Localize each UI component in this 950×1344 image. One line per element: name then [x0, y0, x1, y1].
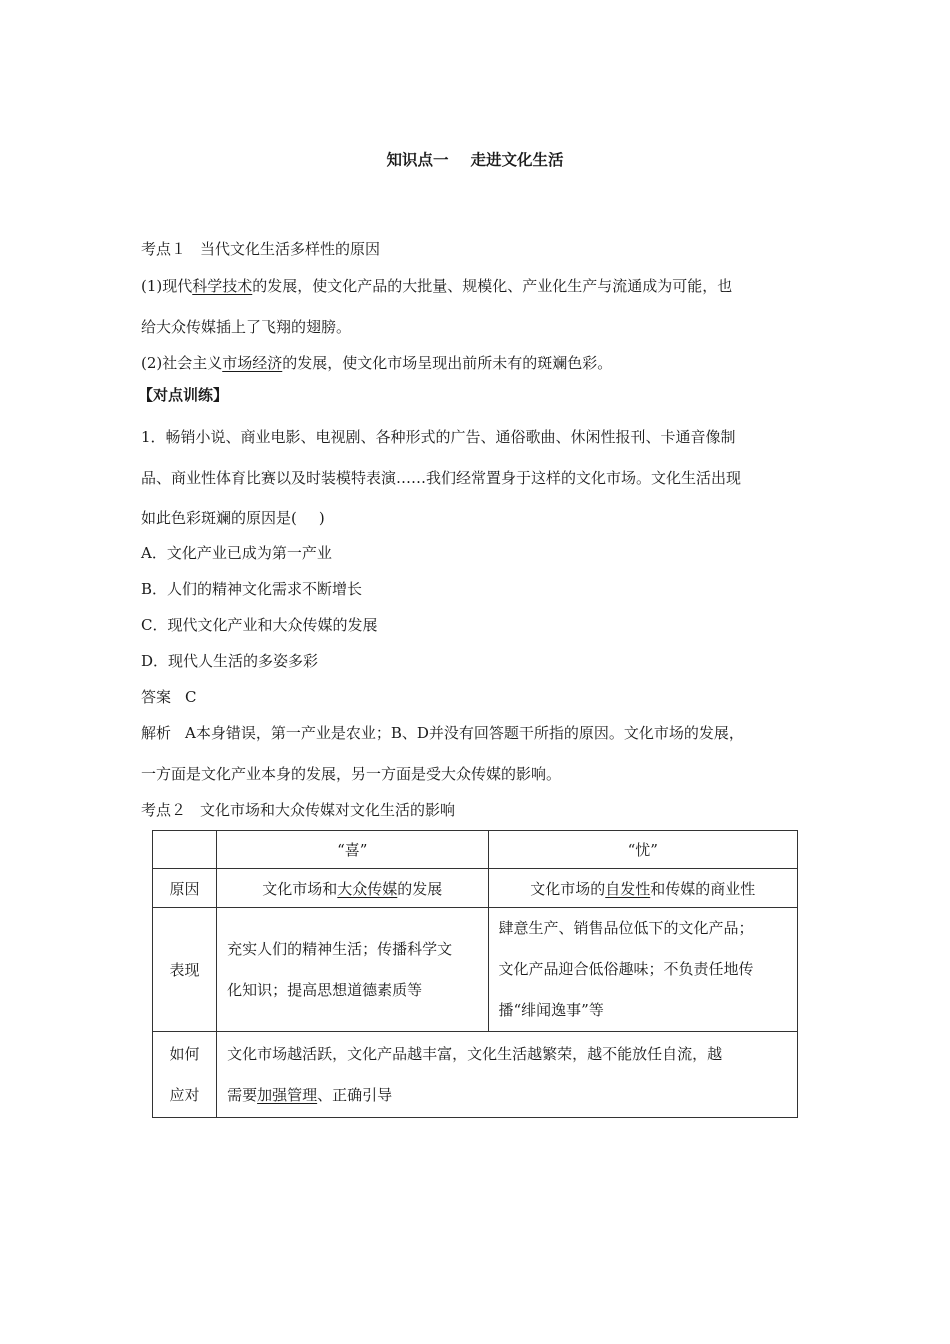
reason-you-text-a: 文化市场的: [530, 879, 606, 898]
header-you: “忧”: [488, 831, 798, 869]
manifest-you-line-3: 播“绯闻逸事”等: [498, 1001, 604, 1019]
response-text-a: 需要: [227, 1085, 258, 1104]
option-c: C．现代文化产业和大众传媒的发展: [141, 616, 378, 634]
response-line-2: [227, 1075, 789, 1116]
kaodian1-text: 当代文化生活多样性的原因: [200, 240, 381, 258]
option-a: A．文化产业已成为第一产业: [141, 544, 332, 562]
reason-you: [488, 869, 798, 908]
table-row-response: [153, 1032, 798, 1118]
response-line-1: 文化市场越活跃，文化产品越丰富，文化生活越繁荣，越不能放任自流，越: [227, 1044, 723, 1063]
p2-text-b: 的发展，使文化市场呈现出前所未有的斑斓色彩。: [282, 354, 613, 372]
reason-xi: [217, 869, 488, 908]
title-part2: 走进文化生活: [470, 151, 564, 169]
reason-you-text-b: 和传媒的商业性: [650, 879, 756, 898]
header-xi: “喜”: [217, 831, 488, 869]
question-line-1: 1．畅销小说、商业电影、电视剧、各种形式的广告、通俗歌曲、休闲性报刊、卡通音像制: [141, 428, 736, 446]
title-part1: 知识点一: [386, 151, 449, 169]
answer-value: C: [185, 688, 197, 706]
kaodian1-heading: [141, 238, 380, 259]
p1-text-a: (1)现代: [141, 277, 193, 295]
paragraph-2: [141, 352, 612, 373]
table-corner-cell: [153, 831, 217, 869]
reason-xi-text-a: 文化市场和: [262, 879, 338, 898]
option-d: D．现代人生活的多姿多彩: [141, 652, 319, 670]
manifest-you: [488, 908, 798, 1032]
table-header-row: [153, 831, 798, 869]
response-text-b: 、正确引导: [317, 1085, 393, 1104]
analysis-text: A本身错误，第一产业是农业；B、D并没有回答题干所指的原因。文化市场的发展，: [185, 724, 744, 742]
response-label-line-1: 如何: [169, 1044, 200, 1063]
option-b: B．人们的精神文化需求不断增长: [141, 580, 363, 598]
analysis-line-2: 一方面是文化产业本身的发展，另一方面是受大众传媒的影响。: [141, 765, 562, 783]
p1-keyword: 科学技术: [192, 277, 253, 295]
table-row-reason: [153, 869, 798, 908]
kaodian2-heading: [141, 799, 455, 820]
p2-text-a: (2)社会主义: [141, 354, 223, 372]
question-line-3: [141, 507, 325, 528]
p2-keyword: 市场经济: [222, 354, 283, 372]
question-line-2: 品、商业性体育比赛以及时装模特表演……我们经常置身于这样的文化市场。文化生活出现: [141, 469, 742, 487]
manifest-xi-line-2: 化知识；提高思想道德素质等: [227, 980, 423, 999]
comparison-table: [152, 830, 798, 1118]
manifest-xi: [217, 908, 488, 1032]
page-title: [0, 148, 950, 170]
row-label-manifest: 表现: [153, 908, 217, 1032]
manifest-xi-line-1: 充实人们的精神生活；传播科学文: [227, 939, 453, 958]
response-content: [217, 1032, 798, 1118]
kaodian2-label: 考点２: [141, 801, 187, 819]
paragraph-1-line-2: 给大众传媒插上了飞翔的翅膀。: [141, 318, 352, 336]
answer-label: 答案: [141, 688, 172, 706]
reason-you-keyword: 自发性: [605, 879, 651, 898]
response-label-line-2: 应对: [169, 1085, 200, 1104]
table-row-manifest: [153, 908, 798, 1032]
analysis-line-1: [141, 722, 744, 743]
question-paren-close: ): [318, 509, 325, 527]
paragraph-1-line-1: [141, 275, 732, 296]
reason-xi-text-b: 的发展: [397, 879, 443, 898]
manifest-you-line-2: 文化产品迎合低俗趣味；不负责任地传: [498, 960, 754, 978]
p1-text-b: 的发展，使文化产品的大批量、规模化、产业化生产与流通成为可能，也: [252, 277, 733, 295]
manifest-you-line-1: 肆意生产、销售品位低下的文化产品；: [498, 919, 754, 937]
kaodian1-label: 考点１: [141, 240, 187, 258]
analysis-label: 解析: [141, 724, 172, 742]
response-keyword: 加强管理: [257, 1085, 318, 1104]
training-heading: 【对点训练】: [138, 386, 229, 404]
row-label-reason: 原因: [153, 869, 217, 908]
reason-xi-keyword: 大众传媒: [337, 879, 398, 898]
answer: [141, 686, 197, 707]
question-text: 如此色彩斑斓的原因是(: [141, 509, 297, 527]
kaodian2-text: 文化市场和大众传媒对文化生活的影响: [200, 801, 456, 819]
row-label-response: [153, 1032, 217, 1118]
